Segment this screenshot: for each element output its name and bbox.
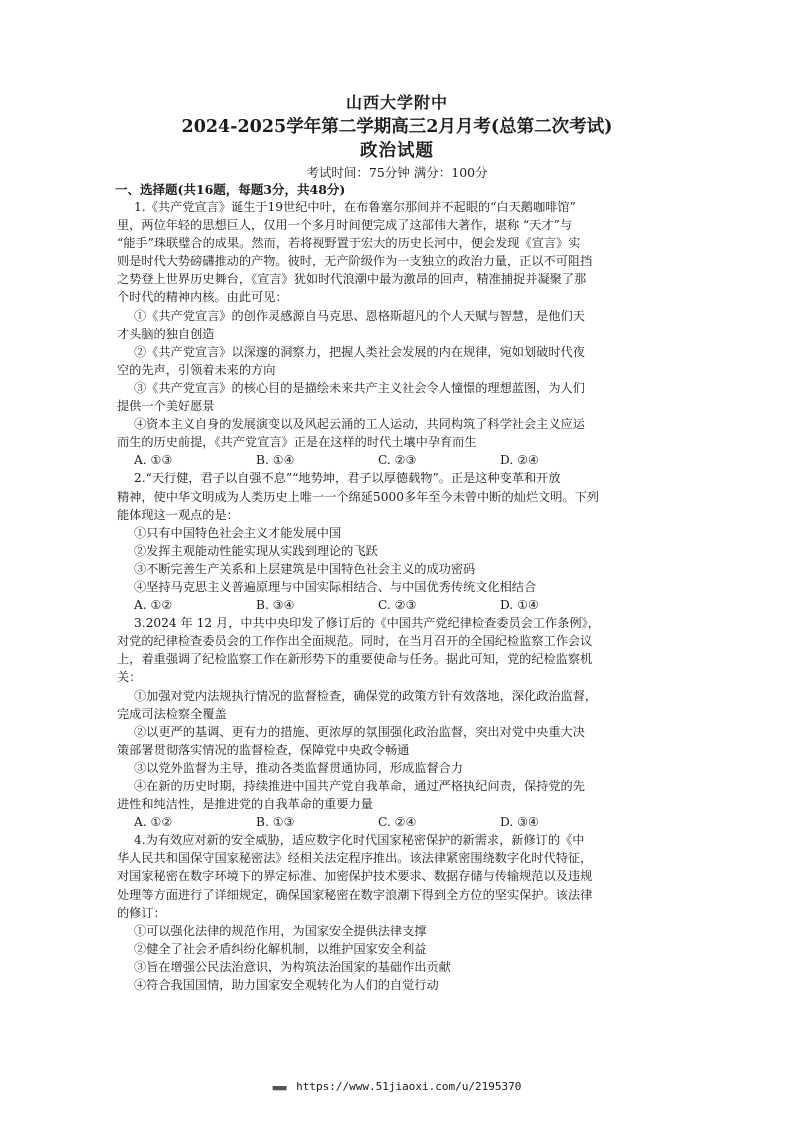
option-line: 空的先声，引领着未来的方向: [117, 362, 276, 377]
option-line: 策部署贯彻落实情况的监督检查，保障党中央政令畅通: [117, 742, 410, 757]
footer-url[interactable]: https://www.51jiaoxi.com/u/2195370: [296, 1080, 522, 1093]
option-line: ④符合我国国情，助力国家安全观转化为人们的自觉行动: [134, 978, 439, 993]
option-line: 才头脑的独自创造: [117, 326, 215, 341]
question-text-line: 华人民共和国保守国家秘密法》经相关法定程序推出。该法律紧密围绕数字化时代特征，: [117, 851, 593, 866]
question-4: [117, 831, 667, 994]
question-text-line: 之势登上世界历史舞台，《宣言》犹如时代浪潮中最为激昂的回声，精准捕捉并凝聚了那: [117, 272, 587, 287]
question-text-line: “能手”珠联璧合的成果。然而，若将视野置于宏大的历史长河中，便会发现《宣言》实: [117, 236, 581, 251]
option-line: ④坚持马克思主义普遍原理与中国实际相结合、与中国优秀传统文化相结合: [134, 579, 537, 594]
question-text-line: 3.2024 年 12 月，中共中央印发了修订后的《中国共产党纪律检查委员会工作条例》，: [134, 616, 600, 631]
option-line: ②《共产党宣言》以深邃的洞察力，把握人类社会发展的内在规律，宛如划破时代夜: [134, 344, 585, 359]
option-line: 提供一个美好愿景: [117, 399, 215, 414]
exam-info: 考试时间：75分钟 满分：100分: [306, 165, 488, 180]
footer: [0, 1080, 794, 1093]
choice-b: B. ①③: [256, 815, 295, 830]
question-1: [117, 198, 667, 469]
choice-c: C. ②④: [378, 815, 417, 830]
question-text-line: 个时代的精神内核。由此可见：: [117, 290, 288, 305]
option-line: 进性和纯洁性，是推进党的自我革命的重要力量: [117, 797, 373, 812]
subject-title: 政治试题: [360, 141, 434, 161]
option-line: ②健全了社会矛盾纠纷化解机制，以维护国家安全利益: [134, 941, 427, 956]
choice-a: A. ①②: [134, 815, 173, 830]
option-line: ①加强对党内法规执行情况的监督检查，确保党的政策方针有效落地，深化政治监督，: [134, 688, 598, 703]
answer-choices: [117, 596, 667, 614]
choice-a: A. ①③: [134, 453, 173, 468]
question-text-line: 2.“天行健，君子以自强不息”“地势坤，君子以厚德载物”。正是这种变革和开放: [134, 471, 561, 486]
answer-choices: [117, 813, 667, 831]
question-text-line: 4.为有效应对新的安全威胁，适应数字化时代国家秘密保护的新需求，新修订的《中: [134, 833, 585, 848]
option-line: ④在新的历史时期，持续推进中国共产党自我革命，通过严格执纪问责，保持党的先: [134, 779, 585, 793]
choice-d: D. ②④: [500, 453, 539, 468]
choice-b: B. ①④: [256, 453, 295, 468]
choice-b: B. ③④: [256, 598, 295, 613]
choice-d: D. ③④: [500, 815, 539, 830]
option-line: ③不断完善生产关系和上层建筑是中国特色社会主义的成功密码: [134, 561, 476, 576]
option-line: ①《共产党宣言》的创作灵感源自马克思、恩格斯超凡的个人天赋与智慧，是他们天: [134, 308, 585, 323]
option-line: ①可以强化法律的规范作用，为国家安全提供法律支撑: [134, 923, 427, 938]
section-title: 一、选择题(共16题，每题3分，共48分): [115, 182, 346, 197]
option-line: ②以更严的基调、更有力的措施、更浓厚的氛围强化政治监督，突出对党中央重大决: [134, 724, 585, 739]
question-text-line: 1.《共产党宣言》诞生于19世纪中叶，在布鲁塞尔那间并不起眼的“白天鹅咖啡馆”: [134, 200, 576, 214]
school-name: 山西大学附中: [345, 93, 448, 112]
question-text-line: 的修订：: [117, 905, 166, 920]
question-text-line: 处理等方面进行了详细规定，确保国家秘密在数字浪潮下得到全方位的坚实保护。该法律: [117, 887, 593, 902]
question-text-line: 对党的纪律检查委员会的工作作出全面规范。同时，在当月召开的全国纪检监察工作会议: [117, 634, 593, 649]
choice-a: A. ①②: [134, 598, 173, 613]
option-line: 完成司法检察全覆盖: [117, 706, 227, 721]
question-text-line: 对国家秘密在数字环境下的界定标准、加密保护技术要求、数据存储与传输规范以及违规: [117, 869, 593, 884]
option-line: ③《共产党宣言》的核心目的是描绘未来共产主义社会令人憧憬的理想蓝图，为人们: [134, 380, 585, 395]
choice-c: C. ②③: [378, 453, 417, 468]
question-text-line: 里，两位年轻的思想巨人，仅用一个多月时间便完成了这部伟大著作，堪称 “天才”与: [117, 218, 573, 233]
answer-choices: [117, 451, 667, 469]
exam-title: 2024-2025学年第二学期高三2月月考(总第二次考试): [181, 117, 613, 137]
question-text-line: 上，着重强调了纪检监察工作在新形势下的重要使命与任务。据此可知，党的纪检监察机: [117, 652, 593, 667]
question-text-line: 则是时代大势磅礴推动的产物。彼时，无产阶级作为一支独立的政治力量，正以不可阻挡: [117, 254, 593, 269]
question-text-line: 精神，使中华文明成为人类历史上唯一一个绵延5000多年至今未曾中断的灿烂文明。下列: [117, 489, 599, 504]
option-line: ③旨在增强公民法治意识，为构筑法治国家的基础作出贡献: [134, 959, 451, 974]
option-line: ③以党外监督为主导，推动各类监督贯通协同，形成监督合力: [134, 760, 464, 775]
question-text-line: 关：: [117, 670, 142, 685]
site-logo-icon: ■■■■: [272, 1084, 286, 1092]
choice-d: D. ①④: [500, 598, 539, 613]
question-3: [117, 614, 667, 831]
option-line: ④资本主义自身的发展演变以及风起云涌的工人运动，共同构筑了科学社会主义应运: [134, 417, 585, 432]
option-line: ②发挥主观能动性能实现从实践到理论的飞跃: [134, 543, 378, 558]
option-line: 而生的历史前提，《共产党宣言》正是在这样的时代土壤中孕育而生: [117, 435, 477, 450]
option-line: ①只有中国特色社会主义才能发展中国: [134, 525, 342, 540]
question-2: [117, 469, 667, 614]
choice-c: C. ②③: [378, 598, 417, 613]
questions-body: [117, 198, 667, 994]
question-text-line: 能体现这一观点的是：: [117, 507, 239, 522]
